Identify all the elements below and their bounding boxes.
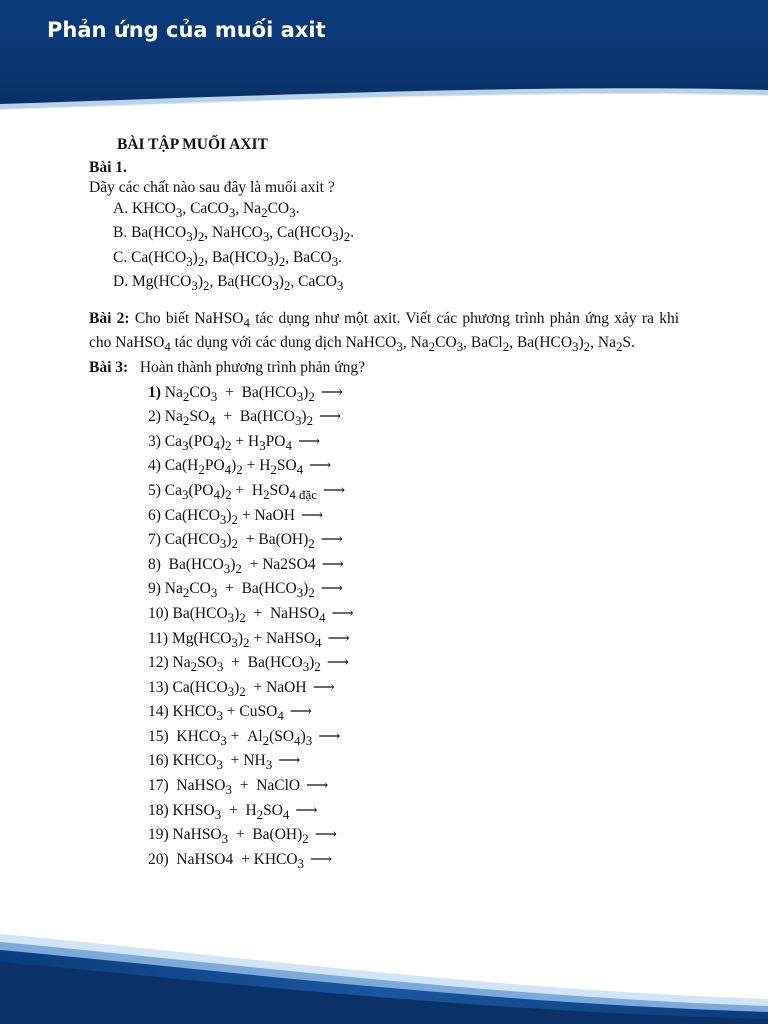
exercise-2-label: Bài 2: bbox=[89, 309, 130, 327]
reaction-14: 14) $KHCO_3$ + CuSO$_4$ ⟶ bbox=[148, 703, 313, 724]
reaction-9: 9) $Na_2CO_3 + Ba(HCO_3)_2$ ⟶ bbox=[148, 580, 343, 601]
reaction-11: 11) $Mg(HCO_3)_2$ + NaHSO$_4$ ⟶ bbox=[148, 629, 350, 650]
reaction-13: 13) $Ca(HCO_3)_2$ + NaOH ⟶ bbox=[148, 678, 335, 699]
reaction-arrow: ⟶ bbox=[278, 752, 301, 770]
reaction-18: 18) $KHSO_3 + H_2SO_4$ ⟶ bbox=[148, 801, 318, 822]
reaction-list bbox=[148, 381, 679, 873]
reaction-arrow: ⟶ bbox=[320, 383, 343, 401]
reaction-3: 3) $Ca_3(PO_4)_2 + H_3PO_4$ ⟶ bbox=[148, 432, 321, 453]
exercise-1-question: Dãy các chất nào sau đây là muối axit ? bbox=[89, 179, 335, 196]
reaction-arrow: ⟶ bbox=[320, 580, 343, 598]
document-title: BÀI TẬP MUỐI AXIT bbox=[117, 136, 268, 153]
reaction-arrow: ⟶ bbox=[289, 703, 313, 721]
exercise-2-text: Cho biết NaHSO$_4$ tác dụng như một axit. Viết các phương trình phản ứng xảy ra khi cho NaHSO$_4$ tác dụng với các dung dịch NaHCO$_3$, $Na_2CO_3$, BaCl$_2$, $Ba(HCO_3)_2$, $Na_2S$. bbox=[89, 309, 679, 355]
reaction-5: 5) $Ca_3(PO_4)_2 + H_2SO_{4 đặc}$ ⟶ bbox=[148, 481, 346, 503]
exercise-1-options bbox=[89, 199, 679, 297]
reaction-6: 6) $Ca(HCO_3)_2$ + NaOH ⟶ bbox=[148, 506, 324, 527]
reaction-arrow: ⟶ bbox=[306, 777, 329, 795]
reaction-arrow: ⟶ bbox=[310, 850, 333, 868]
reaction-7: 7) $Ca(HCO_3)_2 + Ba(OH)_2$ ⟶ bbox=[148, 531, 343, 552]
reaction-arrow: ⟶ bbox=[314, 826, 337, 844]
reaction-arrow: ⟶ bbox=[331, 604, 354, 622]
reaction-19: 19) NaHSO$_3$ + $Ba(OH)_2$ ⟶ bbox=[148, 826, 337, 847]
option-b: B. $Ba(HCO_3)_2$, NaHCO$_3$, $Ca(HCO_3)_2$. bbox=[113, 224, 355, 245]
reaction-arrow: ⟶ bbox=[326, 654, 350, 672]
reaction-arrow: ⟶ bbox=[318, 727, 341, 745]
exercise-3-question: Hoàn thành phương trình phản ứng? bbox=[139, 359, 365, 377]
exercise-document bbox=[89, 135, 679, 872]
reaction-16: 16) $KHCO_3 + NH_3$ ⟶ bbox=[148, 752, 301, 773]
reaction-arrow: ⟶ bbox=[322, 481, 346, 499]
reaction-arrow: ⟶ bbox=[295, 801, 318, 819]
reaction-4: 4) $Ca(H_2PO_4)_2 + H_2SO_4$ ⟶ bbox=[148, 457, 332, 478]
reaction-arrow: ⟶ bbox=[309, 457, 332, 475]
reaction-arrow: ⟶ bbox=[312, 678, 335, 696]
reaction-arrow: ⟶ bbox=[319, 408, 342, 426]
reaction-1: 1) $Na_2CO_3 + Ba(HCO_3)_2$ ⟶ bbox=[148, 383, 343, 404]
reaction-arrow: ⟶ bbox=[300, 506, 324, 524]
reaction-arrow: ⟶ bbox=[327, 629, 350, 647]
reaction-arrow: ⟶ bbox=[297, 432, 321, 450]
reaction-8: 8) $Ba(HCO_3)_2 + Na2SO4$ ⟶ bbox=[148, 555, 344, 576]
exercise-3-heading bbox=[89, 358, 679, 379]
exercise-3-label: Bài 3: bbox=[89, 359, 129, 377]
reaction-20: 20) NaHSO4 + $KHCO_3$ ⟶ bbox=[148, 850, 333, 871]
reaction-2: 2) $Na_2SO_4 + Ba(HCO_3)_2$ ⟶ bbox=[148, 408, 342, 429]
reaction-10: 10) $Ba(HCO_3)_2$ + NaHSO$_4$ ⟶ bbox=[148, 604, 354, 625]
reaction-15: 15) $KHCO_3 + Al_2(SO_4)_3$ ⟶ bbox=[148, 727, 341, 748]
reaction-arrow: ⟶ bbox=[321, 555, 344, 573]
reaction-12: 12) $Na_2SO_3 + Ba(HCO_3)_2$ ⟶ bbox=[148, 654, 350, 675]
reaction-arrow: ⟶ bbox=[320, 531, 343, 549]
exercise-1-label: Bài 1. bbox=[89, 158, 127, 176]
option-d: D. $Mg(HCO_3)_2$, $Ba(HCO_3)_2$, CaCO$_3$ bbox=[113, 273, 344, 294]
footer-banner bbox=[0, 904, 768, 1024]
option-c: C. $Ca(HCO_3)_2$, $Ba(HCO_3)_2$, BaCO$_3$. bbox=[113, 248, 343, 269]
exercise-2 bbox=[89, 309, 679, 358]
slide-title: Phản ứng của muối axit bbox=[47, 18, 326, 42]
option-a: A. $KHCO_3$, CaCO$_3$, $Na_2CO_3$. bbox=[113, 199, 300, 220]
reaction-17: 17) NaHSO$_3$ + NaClO ⟶ bbox=[148, 777, 329, 798]
